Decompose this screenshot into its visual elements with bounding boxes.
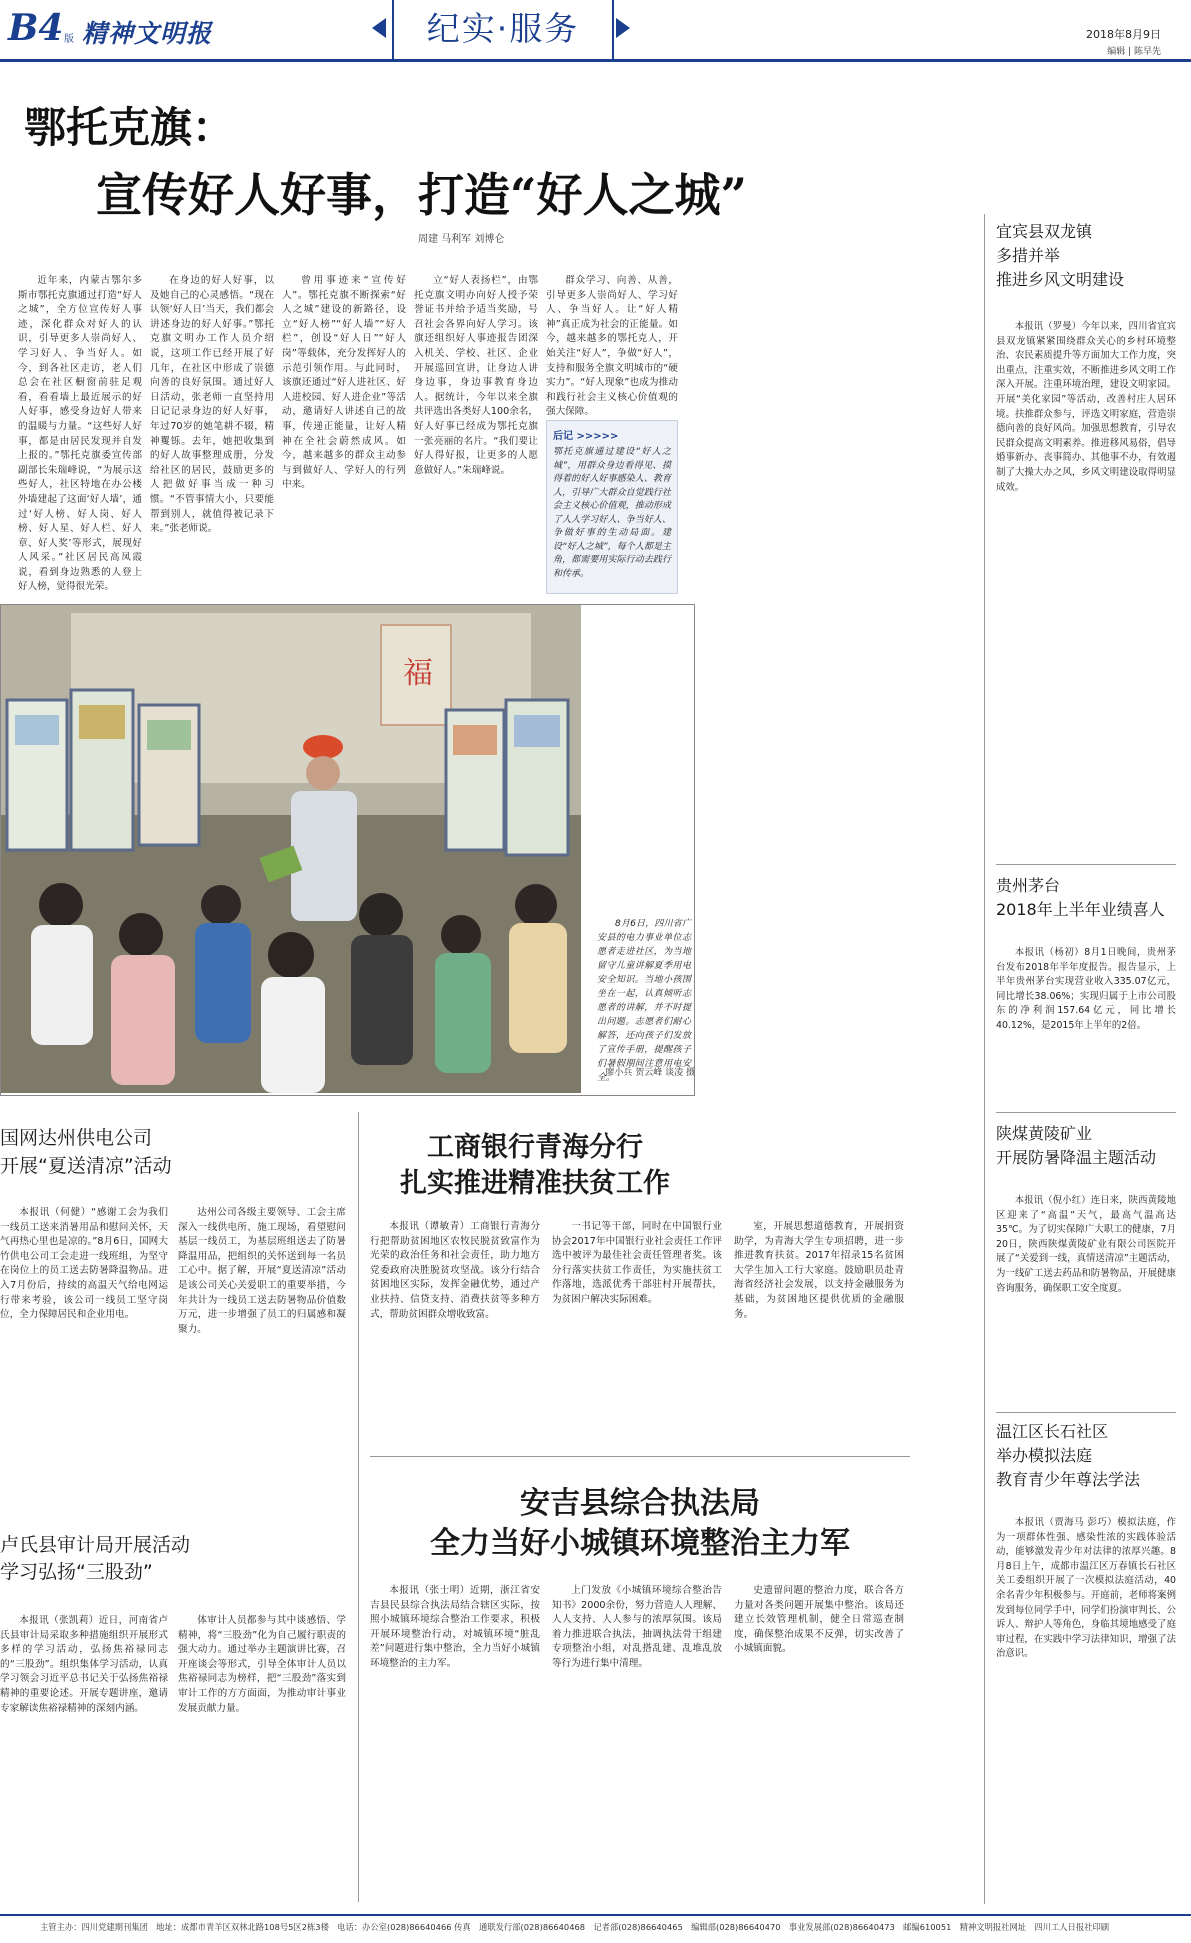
luzhi-col-2: 体审计人员都参与其中谈感悟、学精神，将“三股劲”化为自己履行职责的强大动力。通过举办主题演讲比赛，召开座谈会等形式，引导全体审计人员以焦裕禄同志为榜样，把“三股劲”落实到审计工作的方方面面，为推动审计事业发展贡献力量。 bbox=[178, 1615, 346, 1714]
afterword-box bbox=[546, 420, 678, 594]
divider-vertical-left bbox=[358, 1112, 359, 1902]
anji-col-1: 本报讯（张士明）近期，浙江省安吉县民县综合执法局结合辖区实际，按照小城镇环境综合整治工作要求，积极开展环境整治行动，对城镇环境“脏乱差”问题进行集中整治，全力当好小城镇环境整治的主力军。 bbox=[370, 1585, 540, 1669]
photo-credit: 廖小兵 贺云峰 谈凌 摄 bbox=[605, 1068, 695, 1078]
luzhi-title: 卢氏县审计局开展活动 学习弘扬“三股劲” bbox=[0, 1534, 191, 1583]
sidebar-divider-2 bbox=[996, 1112, 1176, 1113]
afterword-title: 后记 >>>>> bbox=[553, 431, 619, 442]
divider-vertical-right bbox=[984, 214, 985, 1904]
anji-title: 安吉县综合执法局 全力当好小城镇环境整治主力军 bbox=[430, 1486, 850, 1561]
anji-col-2: 上门发放《小城镇环境综合整治告知书》2000余份，努力营造人人理解、人人支持、人人参与的浓厚氛围。该局着力推进联合执法，抽调执法骨干组建专项整治小组，对乱搭乱建、乱堆乱放等行为进行集中清理。 bbox=[552, 1585, 722, 1669]
section-banner bbox=[392, 0, 614, 60]
sidebar-item-yibin: 宜宾县双龙镇 多措并举 推进乡风文明建设 本报讯（罗曼）今年以来，四川省宜宾县双龙镇紧紧围绕群众关心的乡村环境整治、农民素质提升等方面加大工作力度，突出重点，注重实效，不断推进乡风文明工作深入开展。注重环境治理，建设文明家园。开展“美化家园”等活动，改善村庄人居环境。扶推群众参与，评选文明家庭，营造崇德向善的良好风尚。加强思想教育，引导农民群众提高文明素养。推进移风易俗，倡导婚事新办、丧事简办、其他事不办，有效遏制了大操大办之风，乡风文明建设取得明显成效。 bbox=[996, 222, 1176, 493]
lead-col-5: 群众学习、向善、从善，引导更多人崇尚好人、学习好人、争当好人。让“好人精神”真正成为社会的正能量。如今，越来越多的鄂托克人，开始关注“好人”，争做“好人”，支持和服务全旗文明城市的“硬实力”。“好人现象”也成为推动和践行社会主义核心价值观的强大保障。 bbox=[546, 275, 678, 418]
guodian-title: 国网达州供电公司 开展“夏送清凉”活动 bbox=[0, 1127, 172, 1177]
left-arrow-icon bbox=[372, 18, 386, 38]
sidebar-item-huangling: 陕煤黄陵矿业 开展防暑降温主题活动 本报讯（倪小红）连日来，陕西黄陵地区迎来了“高温”天气，最高气温高达35℃。为了切实保障广大职工的健康，7月20日，陕西陕煤黄陵矿业有限公司医院开展了“关爱到一线，真情送清凉”主题活动，为一线矿工送去药品和防暑物品，开展健康咨询服务，确保职工安全度夏。 bbox=[996, 1124, 1176, 1294]
lead-col-3: 曾用事迹来“宣传好人”。鄂托克旗不断探索“好人之城”建设的新路径，设立“好人榜”“好人墙”“好人栏”，创设“好人日”“好人岗”等载体，充分发挥好人的示范引领作用。与此同时，该旗还通过“好人进社区、好人进校园、好人进企业”等活动，邀请好人讲述自己的故事，传递正能量，让好人精神在全社会蔚然成风。如今，越来越多的群众主动参与到做好人、学好人的行列中来。 bbox=[282, 275, 406, 491]
right-arrow-icon bbox=[616, 18, 630, 38]
lead-col-4: 立“好人表扬栏”，由鄂托克旗文明办向好人授予荣誉证书并给予适当奖励，号召社会各界向好人学习。该旗还组织好人事迹报告团深入机关、学校、社区、企业开展巡回宣讲，让身边人讲身边事，身边事教育身边人。据统计，今年以来全旗共评选出各类好人100余名，好人好事已经成为鄂托克旗一张亮丽的名片。“我们要让好人得好报，让更多的人愿意做好人。”朱瑞峰说。 bbox=[414, 275, 538, 476]
masthead-rule bbox=[0, 59, 1191, 62]
gongshang-col-2: 一书记等干部，同时在中国银行业协会2017年中国银行业社会责任工作评选中被评为最佳社会责任管理者奖。该分行落实扶贫工作责任，为实施扶贫工作落地，选派优秀干部驻村开展帮扶，为贫困户解决实际困难。 bbox=[552, 1221, 722, 1305]
lead-headline: 宣传好人好事，打造“好人之城” bbox=[96, 168, 747, 222]
lead-col-2: 在身边的好人好事，以及她自己的心灵感悟。“现在认领‘好人日’当天，我们都会讲述身边的好人好事。”鄂托克旗文明办工作人员介绍说，这项工作已经开展了好几年，在社区中形成了崇德向善的良好氛围。通过好人日活动，张老师一直坚持用日记记录身边的好人好事，年过70岁的她笔耕不辍，精神矍铄。去年，她把收集到的好人故事整理成册，分发给社区的居民，鼓励更多的人把做好事当成一种习惯。“不管事情大小，只要能帮到别人，就值得被记录下来。”张老师说。 bbox=[150, 275, 274, 535]
footer-info: 主管主办：四川党建期刊集团 地址：成都市青羊区双林北路108号5区2栋3楼 电话：办公室(028)86640466 传真 通联发行部(028)86640468 记者部(028)86640465 编辑部(028)86640470 事业发展部(028)86640473 邮编610051 精神文明报社网址 四川工人日报社印刷 bbox=[40, 1922, 1110, 1932]
sidebar-item-wenjiang: 温江区长石社区 举办模拟法庭 教育青少年尊法学法 本报讯（贾海马 彭巧）模拟法庭，作为一项群体性强、感染性浓的实践体验活动，能够激发青少年对法律的浓厚兴趣。8月8日上午，成都市温江区万春镇长石社区关工委组织开展了一次模拟法庭活动，40余名青少年积极参与。开庭前，老师将案例发到每位同学手中，同学们扮演审判长、公诉人、辩护人等角色，身临其境地感受了庭审过程，在实践中学习法律知识，增强了法治意识。 bbox=[996, 1422, 1176, 1660]
footer-rule bbox=[0, 1914, 1191, 1916]
news-photo bbox=[1, 605, 581, 1093]
page-suffix: 版 bbox=[64, 34, 74, 45]
gongshang-title: 工商银行青海分行 扎实推进精准扶贫工作 bbox=[400, 1132, 670, 1199]
issue-date: 2018年8月9日 bbox=[1086, 28, 1161, 41]
lead-col-1: 近年来，内蒙古鄂尔多斯市鄂托克旗通过打造“好人之城”，全方位宣传好人事迹，深化群众对好人的认识，引导更多人崇尚好人、学习好人、争当好人。如今，到各社区走访，老人们总会在社区橱窗前驻足观看，看看墙上最近展示的好人好事，感受身边好人带来的温暖与力量。“这些好人好事，都是由居民发现并自发上报的。”鄂托克旗委宣传部副部长朱瑞峰说，“为展示这些好人，社区特地在办公楼外墙建起了这面‘好人墙’，通过‘好人榜、好人岗、好人榜、好人星、好人栏、好人章、好人奖’等形式，展现好人风采。”社区居民高凤霞说，看到身边熟悉的人登上好人榜，觉得很光荣。 bbox=[18, 275, 142, 593]
guodian-col-1: 本报讯（何健）“感谢工会为我们一线员工送来消暑用品和慰问关怀，天气再热心里也是凉的。”8月6日，国网大竹供电公司工会走进一线班组，为坚守在岗位上的员工送去防暑降温物品。进入7月份后，持续的高温天气给电网运行带来考验，该公司一线员工坚守岗位，全力保障居民和企业用电。 bbox=[0, 1207, 168, 1321]
gongshang-col-1: 本报讯（谭敏青）工商银行青海分行把帮助贫困地区农牧民脱贫致富作为光荣的政治任务和社会责任，助力地方党委政府决胜脱贫攻坚战。该分行结合贫困地区实际，发挥金融优势，通过产业扶持、信贷支持、消费扶贫等多种方式，帮助贫困群众增收致富。 bbox=[370, 1221, 540, 1320]
page-code: B4 bbox=[8, 7, 64, 49]
lead-byline: 周建 马利军 刘博仑 bbox=[418, 234, 505, 245]
sign-character: 福 bbox=[403, 656, 433, 691]
section-title: 纪实·服务 bbox=[426, 9, 580, 48]
sidebar-item-maotai: 贵州茅台 2018年上半年业绩喜人 本报讯（杨初）8月1日晚间，贵州茅台发布2018年半年度报告。报告显示，上半年贵州茅台实现营业收入335.07亿元，同比增长38.06%；实现归属于上市公司股东的净利润157.64亿元，同比增长40.12%，是2015年上半年的2倍。 bbox=[996, 876, 1176, 1031]
sidebar-divider-1 bbox=[996, 864, 1176, 865]
afterword-text: 鄂托克旗通过建设“好人之城”，用群众身边看得见、摸得着的好人好事感染人、教育人，引导广大群众自觉践行社会主义核心价值观，推动形成了人人学习好人、争当好人、争做好事的生动局面。建设“好人之城”，每个人都是主角，都需要用实际行动去践行和传承。 bbox=[553, 447, 671, 579]
divider-horizontal-mid bbox=[370, 1456, 910, 1457]
anji-col-3: 史遗留问题的整治力度，联合各方力量对各类问题开展集中整治。该局还建立长效管理机制，健全日常巡查制度，确保整治成果不反弹，切实改善了小城镇面貌。 bbox=[734, 1585, 904, 1655]
editor-line: 编辑 | 陈早先 bbox=[1107, 47, 1161, 57]
sidebar-divider-3 bbox=[996, 1412, 1176, 1413]
paper-name: 精神文明报 bbox=[82, 19, 213, 48]
photo-frame bbox=[0, 604, 695, 1096]
gongshang-col-3: 室，开展思想道德教育，开展捐资助学，为青海大学生专项招聘，进一步推进教育扶贫。2017年招录15名贫困大学生加入工行大家庭。鼓励职员赴青海省经济社会发展，以支持金融服务为基础，为贫困地区提供优质的金融服务。 bbox=[734, 1221, 904, 1320]
luzhi-col-1: 本报讯（张凯莉）近日，河南省卢氏县审计局采取多种措施组织开展形式多样的学习活动，弘扬焦裕禄同志的“三股劲”。组织集体学习活动，认真学习领会习近平总书记关于弘扬焦裕禄精神的重要论述。开展专题讲座，邀请专家解读焦裕禄精神的深刻内涵。 bbox=[0, 1615, 168, 1714]
lead-kicker: 鄂托克旗： bbox=[24, 103, 235, 152]
guodian-col-2: 达州公司各级主要领导、工会主席深入一线供电所、施工现场，看望慰问基层一线员工，为基层班组送去了防暑降温用品，把组织的关怀送到每一名员工心中。据了解，开展“夏送清凉”活动是该公司关心关爱职工的重要举措，今年共计为一线员工送去防暑物品价值数万元，进一步增强了员工的归属感和凝聚力。 bbox=[178, 1207, 346, 1335]
photo-caption: 8月6日，四川省广安县的电力事业单位志愿者走进社区，为当地留守儿童讲解夏季用电安全知识。当地小孩围坐在一起，认真倾听志愿者的讲解，并不时提出问题。志愿者们耐心解答，还向孩子们发放了宣传手册，提醒孩子们暑假期间注意用电安全。 bbox=[597, 919, 691, 1083]
